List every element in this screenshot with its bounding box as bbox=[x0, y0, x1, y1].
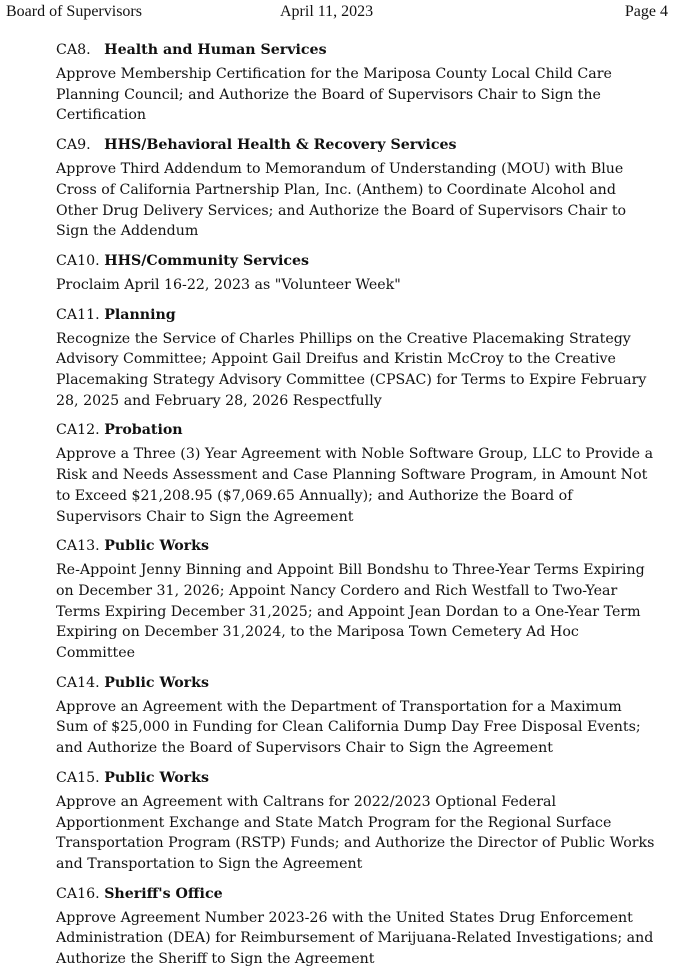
agenda-item-heading bbox=[56, 135, 656, 155]
agenda-item-ca10 bbox=[56, 251, 656, 296]
agenda-item-description: Approve Membership Certification for the Mariposa County Local Child Care Planning Council; and Authorize the Board of Supervisors Chair to Sign the Certification bbox=[56, 66, 612, 124]
agenda-item-ca15 bbox=[56, 768, 656, 875]
page-header bbox=[6, 3, 674, 25]
agenda-item-title: HHS/Community Services bbox=[104, 252, 309, 269]
agenda-item-number: CA10. bbox=[56, 252, 100, 269]
agenda-item-description: Approve an Agreement with the Department of Transportation for a Maximum Sum of $25,000 in Funding for Clean California Dump Day Free Disposal Events; and Authorize the Board of Supervisors Chair to Sign the Agreement bbox=[56, 698, 641, 757]
agenda-item-description: Proclaim April 16-22, 2023 as "Volunteer Week" bbox=[56, 276, 401, 293]
agenda-item-heading bbox=[56, 40, 656, 60]
header-meeting-date: April 11, 2023 bbox=[280, 3, 374, 20]
agenda-item-description: Recognize the Service of Charles Phillips on the Creative Placemaking Strategy Advisory Committee; Appoint Gail Dreifus and Kristin McCroy to the Creative Placemaking Strategy Advisory Committee (CPSAC) for Terms to Expire February 28, 2025 and February 28, 2026 Respectfully bbox=[56, 330, 647, 409]
agenda-item-ca8 bbox=[56, 40, 656, 126]
agenda-item-title: Planning bbox=[104, 306, 176, 323]
agenda-item-ca16 bbox=[56, 884, 656, 970]
agenda-item-ca11 bbox=[56, 305, 656, 412]
header-board-name: Board of Supervisors bbox=[6, 3, 142, 20]
agenda-item-number: CA8. bbox=[56, 42, 91, 58]
agenda-item-number: CA15. bbox=[56, 769, 100, 786]
consent-agenda-list bbox=[56, 40, 656, 979]
agenda-item-number: CA13. bbox=[56, 538, 100, 555]
agenda-item-ca9 bbox=[56, 135, 656, 242]
agenda-item-heading bbox=[56, 884, 656, 904]
agenda-item-description: Approve Agreement Number 2023-26 with the United States Drug Enforcement Administration (DEA) for Reimbursement of Marijuana-Related Investigations; and Authorize the Sheriff to Sign the Agreement bbox=[56, 909, 654, 968]
agenda-item-description: Approve Third Addendum to Memorandum of Understanding (MOU) with Blue Cross of California Partnership Plan, Inc. (Anthem) to Coordinate Alcohol and Other Drug Delivery Services; and Authorize the Board of Supervisors Chair to Sign the Addendum bbox=[56, 161, 627, 240]
agenda-item-ca13 bbox=[56, 536, 656, 664]
agenda-item-heading bbox=[56, 305, 656, 325]
agenda-item-title: Probation bbox=[104, 422, 183, 439]
agenda-item-ca14 bbox=[56, 673, 656, 759]
agenda-item-description: Approve an Agreement with Caltrans for 2022/2023 Optional Federal Apportionment Exchange and State Match Program for the Regional Surface Transportation Program (RSTP) Funds; and Authorize the Director of Public Works and Transportation to Sign the Agreement bbox=[56, 793, 655, 872]
agenda-item-heading bbox=[56, 673, 656, 693]
agenda-item-number: CA11. bbox=[56, 306, 100, 323]
agenda-item-title: Health and Human Services bbox=[104, 42, 327, 58]
header-page-number: Page 4 bbox=[624, 3, 668, 20]
agenda-item-number: CA12. bbox=[56, 422, 100, 439]
agenda-item-heading bbox=[56, 768, 656, 788]
agenda-item-title: HHS/Behavioral Health & Recovery Services bbox=[104, 137, 457, 154]
agenda-item-number: CA9. bbox=[56, 137, 91, 154]
agenda-item-number: CA14. bbox=[56, 674, 100, 691]
agenda-item-description: Approve a Three (3) Year Agreement with Noble Software Group, LLC to Provide a Risk and Needs Assessment and Case Planning Software Program, in Amount Not to Exceed $21,208.95 ($7,069.65 Annually); and Authorize the Board of Supervisors Chair to Sign the Agreement bbox=[56, 446, 654, 525]
agenda-item-title: Public Works bbox=[104, 674, 209, 691]
agenda-item-ca12 bbox=[56, 420, 656, 527]
agenda-item-title: Public Works bbox=[104, 769, 209, 786]
agenda-item-title: Sheriff's Office bbox=[104, 885, 223, 902]
agenda-item-heading bbox=[56, 420, 656, 440]
agenda-item-heading bbox=[56, 251, 656, 271]
agenda-item-description: Re-Appoint Jenny Binning and Appoint Bill Bondshu to Three-Year Terms Expiring on December 31, 2026; Appoint Nancy Cordero and Rich Westfall to Two-Year Terms Expiring December 31,2025; and Appoint Jean Dordan to a One-Year Term Expiring on December 31,2024, to the Mariposa Town Cemetery Ad Hoc Committee bbox=[56, 562, 645, 662]
agenda-item-number: CA16. bbox=[56, 885, 100, 902]
agenda-item-title: Public Works bbox=[104, 538, 209, 555]
agenda-item-heading bbox=[56, 536, 656, 556]
